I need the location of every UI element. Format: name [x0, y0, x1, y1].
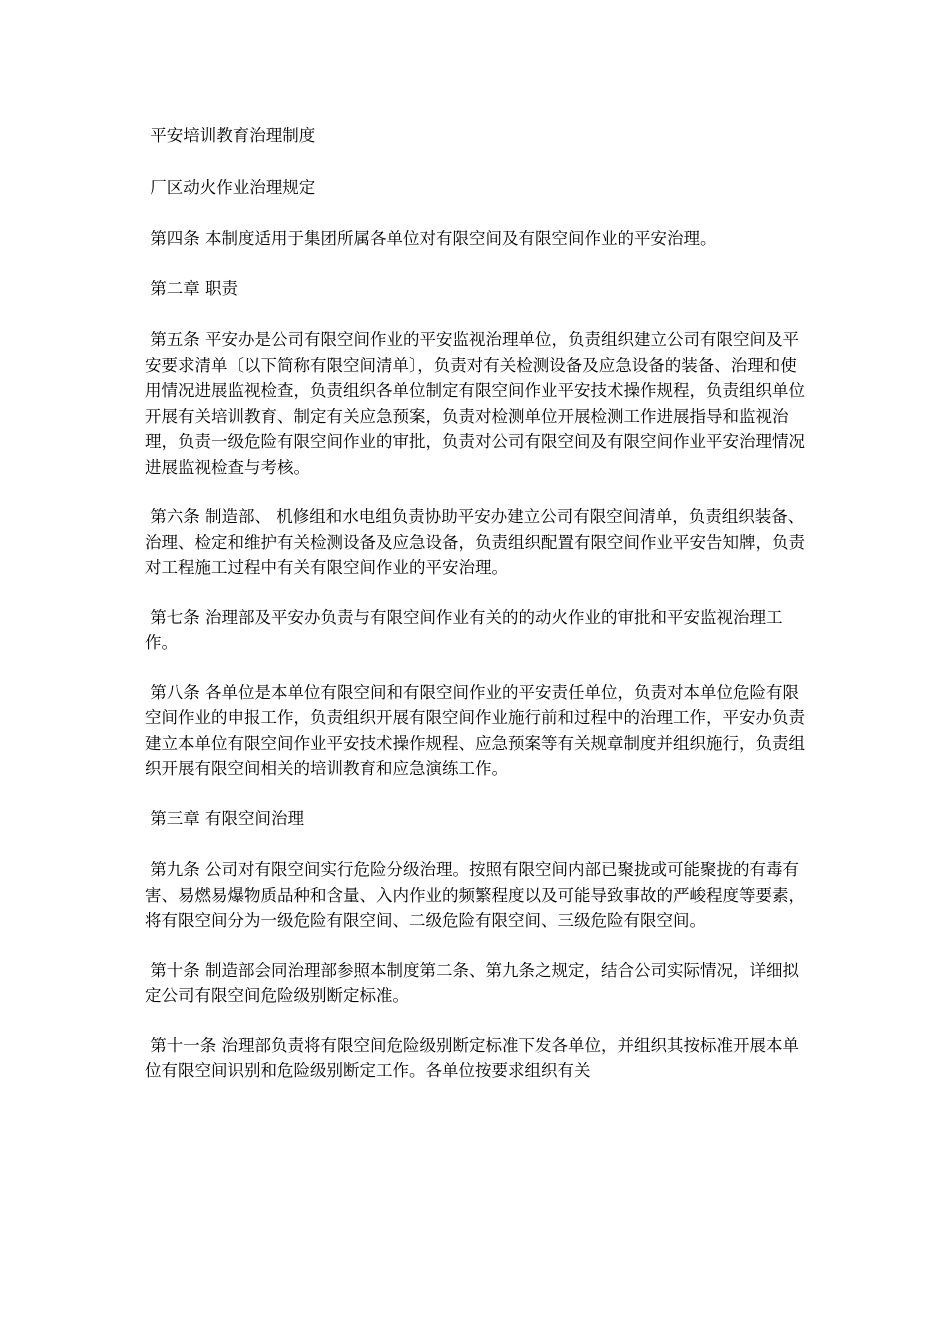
- article-10: 第十条 制造部会同治理部参照本制度第二条、第九条之规定，结合公司实际情况，详细拟定公司有限空间危险级别断定标准。: [145, 960, 799, 1005]
- article-5: 第五条 平安办是公司有限空间作业的平安监视治理单位，负责组织建立公司有限空间及平安要求清单〔以下简称有限空间清单〕，负责对有关检测设备及应急设备的装备、治理和使用情况进展监视检查，负责组织各单位制定有限空间作业平安技术操作规程，负责组织单位开展有关培训教育、制定有关应急预案，负责对检测单位开展检测工作进展指导和监视治理，负责一级危险有限空间作业的审批，负责对公司有限空间及有限空间作业平安治理情况进展监视检查与考核。: [145, 330, 805, 477]
- document-subtitle: 厂区动火作业治理规定: [145, 177, 316, 197]
- article-7: 第七条 治理部及平安办负责与有限空间作业有关的的动火作业的审批和平安监视治理工作。: [145, 607, 783, 652]
- article-9: 第九条 公司对有限空间实行危险分级治理。按照有限空间内部已聚拢或可能聚拢的有毒有害、易燃易爆物质品种和含量、入内作业的频繁程度以及可能导致事故的严峻程度等要素，将有限空间分为一级危险有限空间、二级危险有限空间、三级危险有限空间。: [145, 860, 805, 930]
- article-4: 第四条 本制度适用于集团所属各单位对有限空间及有限空间作业的平安治理。: [145, 229, 717, 248]
- article-11: 第十一条 治理部负责将有限空间危险级别断定标准下发各单位，并组织其按标准开展本单位有限空间识别和危险级别断定工作。各单位按要求组织有关: [145, 1035, 799, 1080]
- document-body: [145, 123, 805, 1108]
- chapter-2-heading: 第二章 职责: [145, 278, 238, 298]
- article-8: 第八条 各单位是本单位有限空间和有限空间作业的平安责任单位，负责对本单位危险有限空间作业的申报工作，负责组织开展有限空间作业施行前和过程中的治理工作，平安办负责建立本单位有限空间作业平安技术操作规程、应急预案等有关规章制度并组织施行，负责组织开展有限空间相关的培训教育和应急演练工作。: [145, 682, 805, 778]
- article-6: 第六条 制造部、 机修组和水电组负责协助平安办建立公司有限空间清单，负责组织装备、治理、检定和维护有关检测设备及应急设备，负责组织配置有限空间作业平安告知牌，负责对工程施工过程中有关有限空间作业的平安治理。: [145, 507, 805, 577]
- document-title: 平安培训教育治理制度: [145, 126, 316, 145]
- chapter-3-heading: 第三章 有限空间治理: [145, 808, 304, 828]
